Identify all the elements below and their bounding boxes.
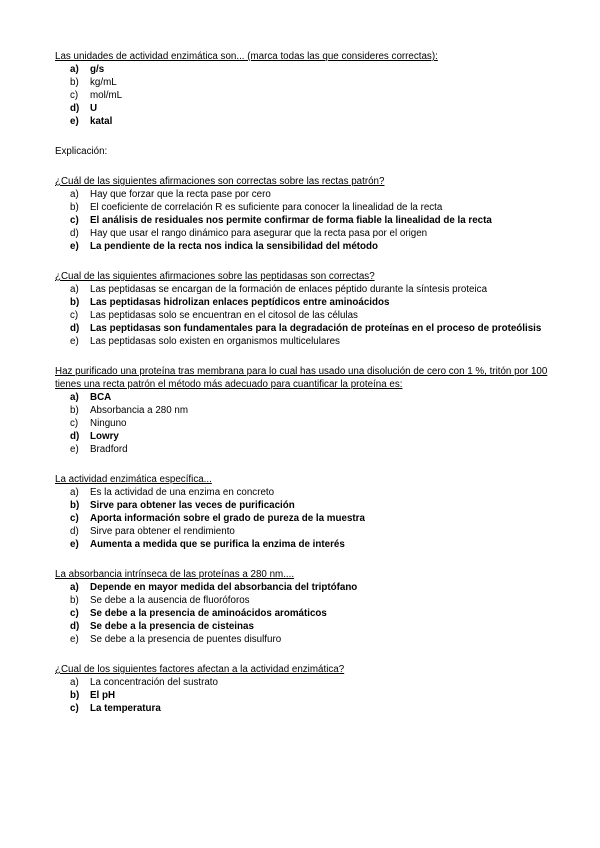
option-row (55, 702, 560, 715)
option-letter: c) (70, 310, 79, 321)
option-row (55, 335, 560, 348)
option-letter: b) (70, 690, 80, 701)
option-letter: c) (70, 418, 79, 429)
option-row (55, 188, 560, 201)
option-row (55, 102, 560, 115)
option-text: Lowry (90, 431, 119, 442)
option-letter: b) (70, 595, 79, 606)
option-text: Se debe a la presencia de cisteinas (90, 621, 254, 632)
option-row (55, 499, 560, 512)
option-letter: d) (70, 103, 80, 114)
option-text: El pH (90, 690, 116, 701)
option-letter: a) (70, 582, 79, 593)
question-title: ¿Cual de las siguientes afirmaciones sobre las peptidasas son correctas? (55, 271, 375, 282)
option-letter: b) (70, 297, 80, 308)
option-letter: e) (70, 444, 79, 455)
option-text: mol/mL (90, 90, 123, 101)
option-letter: e) (70, 116, 79, 127)
option-letter: a) (70, 64, 79, 75)
option-text: La temperatura (90, 703, 161, 714)
option-letter: b) (70, 77, 79, 88)
option-row (55, 689, 560, 702)
option-text: Hay que usar el rango dinámico para asegurar que la recta pasa por el origen (90, 228, 428, 239)
option-row (55, 417, 560, 430)
option-text: Ninguno (90, 418, 127, 429)
option-row (55, 227, 560, 240)
question-title: La absorbancia intrínseca de las proteínas a 280 nm.... (55, 569, 295, 580)
option-row (55, 115, 560, 128)
option-row (55, 430, 560, 443)
option-letter: c) (70, 215, 79, 226)
option-text: Las peptidasas solo existen en organismos multicelulares (90, 336, 340, 347)
question-title: ¿Cual de los siguientes factores afectan a la actividad enzimática? (55, 664, 345, 675)
question-block (55, 175, 560, 253)
option-letter: d) (70, 228, 79, 239)
option-row (55, 76, 560, 89)
question-title: Las unidades de actividad enzimática son... (marca todas las que consideres correctas): (55, 51, 438, 62)
option-row (55, 525, 560, 538)
option-row (55, 607, 560, 620)
option-letter: e) (70, 336, 79, 347)
option-text: Bradford (90, 444, 128, 455)
option-letter: b) (70, 202, 79, 213)
option-row (55, 309, 560, 322)
option-row (55, 512, 560, 525)
option-text: Las peptidasas solo se encuentran en el citosol de las células (90, 310, 358, 321)
option-text: El análisis de residuales nos permite confirmar de forma fiable la linealidad de la recta (90, 215, 492, 226)
question-block (55, 50, 560, 128)
option-letter: d) (70, 621, 80, 632)
option-text: Hay que forzar que la recta pase por cero (90, 189, 271, 200)
option-text: Las peptidasas se encargan de la formación de enlaces péptido durante la síntesis proteica (90, 284, 488, 295)
option-text: Depende en mayor medida del absorbancia del triptófano (90, 582, 358, 593)
option-row (55, 201, 560, 214)
option-text: U (90, 103, 98, 114)
option-letter: a) (70, 677, 79, 688)
option-letter: c) (70, 703, 79, 714)
option-row (55, 486, 560, 499)
option-text: Aumenta a medida que se purifica la enzima de interés (90, 539, 345, 550)
option-letter: c) (70, 513, 79, 524)
question-title: Haz purificado una proteína tras membrana para lo cual has usado una disolución de cero con 1 %, tritón por 100 tienes una recta patrón el método más adecuado para cuantificar la proteína es: (55, 366, 548, 390)
option-text: Se debe a la presencia de aminoácidos aromáticos (90, 608, 327, 619)
option-row (55, 63, 560, 76)
option-text: Las peptidasas son fundamentales para la degradación de proteínas en el proceso de proteólisis (90, 323, 542, 334)
explanation-label: Explicación: (55, 146, 108, 157)
option-text: Es la actividad de una enzima en concreto (90, 487, 275, 498)
option-letter: a) (70, 392, 79, 403)
question-block (55, 568, 560, 646)
option-row (55, 322, 560, 335)
option-letter: e) (70, 241, 79, 252)
option-letter: c) (70, 608, 79, 619)
option-text: g/s (90, 64, 105, 75)
option-row (55, 240, 560, 253)
question-title: La actividad enzimática específica... (55, 474, 212, 485)
option-letter: b) (70, 500, 80, 511)
option-letter: e) (70, 634, 79, 645)
option-text: Se debe a la ausencia de fluoróforos (90, 595, 250, 606)
option-letter: c) (70, 90, 79, 101)
option-row (55, 443, 560, 456)
option-text: Sirve para obtener el rendimiento (90, 526, 235, 537)
option-row (55, 581, 560, 594)
option-letter: d) (70, 323, 80, 334)
option-row (55, 283, 560, 296)
option-row (55, 391, 560, 404)
option-text: Las peptidasas hidrolizan enlaces peptídicos entre aminoácidos (90, 297, 390, 308)
option-text: Sirve para obtener las veces de purificación (90, 500, 295, 511)
option-row (55, 676, 560, 689)
question-block (55, 473, 560, 551)
option-row (55, 214, 560, 227)
option-text: BCA (90, 392, 112, 403)
option-letter: b) (70, 405, 79, 416)
option-text: La pendiente de la recta nos indica la sensibilidad del método (90, 241, 378, 252)
option-letter: e) (70, 539, 79, 550)
option-row (55, 538, 560, 551)
option-row (55, 296, 560, 309)
option-letter: a) (70, 189, 79, 200)
option-text: kg/mL (90, 77, 117, 88)
option-row (55, 89, 560, 102)
question-block (55, 365, 560, 456)
question-block (55, 663, 560, 715)
option-text: El coeficiente de correlación R es suficiente para conocer la linealidad de la recta (90, 202, 443, 213)
option-letter: a) (70, 284, 79, 295)
option-letter: d) (70, 431, 80, 442)
option-row (55, 620, 560, 633)
option-text: La concentración del sustrato (90, 677, 218, 688)
option-text: katal (90, 116, 113, 127)
option-letter: d) (70, 526, 79, 537)
option-text: Se debe a la presencia de puentes disulfuro (90, 634, 282, 645)
option-row (55, 633, 560, 646)
option-letter: a) (70, 487, 79, 498)
option-text: Absorbancia a 280 nm (90, 405, 189, 416)
option-text: Aporta información sobre el grado de pureza de la muestra (90, 513, 365, 524)
question-block (55, 270, 560, 348)
option-row (55, 404, 560, 417)
option-row (55, 594, 560, 607)
question-title: ¿Cuál de las siguientes afirmaciones son correctas sobre las rectas patrón? (55, 176, 385, 187)
